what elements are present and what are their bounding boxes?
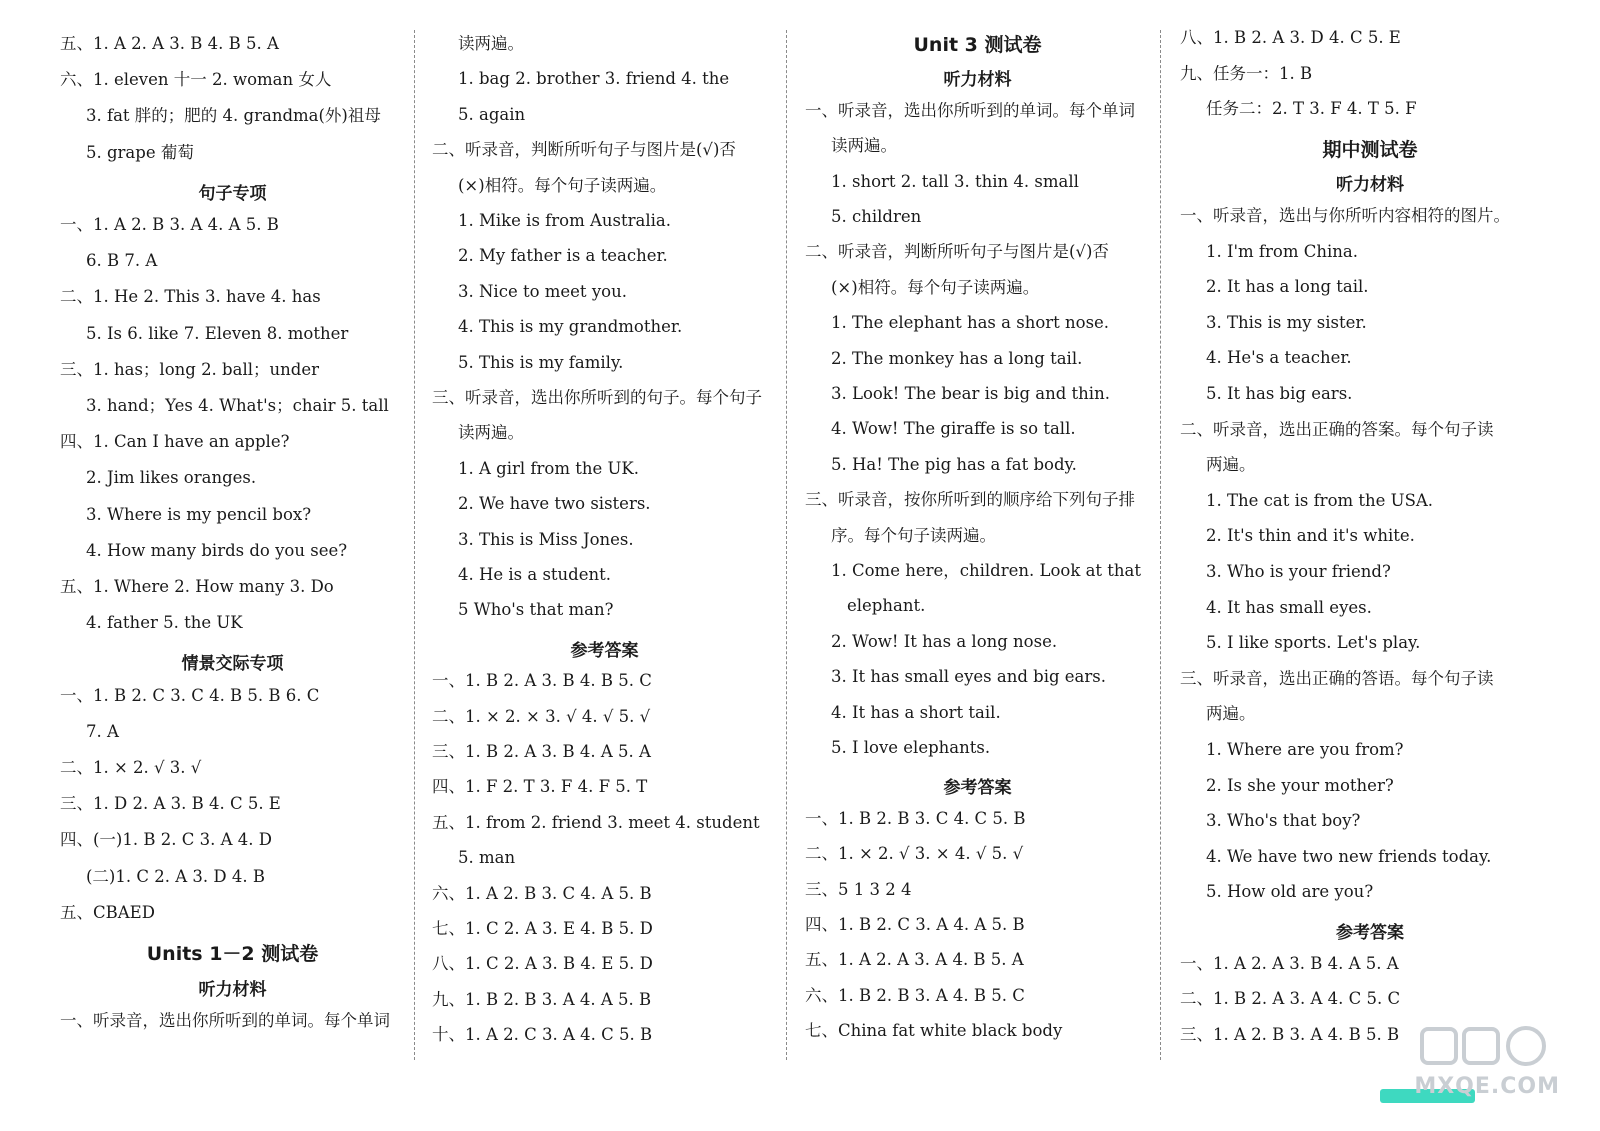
answer-line: 三、听录音，选出你所听到的句子。每个句子 xyxy=(432,388,762,407)
section-heading: 参考答案 xyxy=(943,778,1012,799)
answer-line: 4. We have two new friends today. xyxy=(1206,846,1492,866)
answer-line: 一、听录音，选出你所听到的单词。每个单词 xyxy=(805,100,1135,120)
answer-line: 二、1. B 2. A 3. A 4. C 5. C xyxy=(1180,989,1401,1009)
answer-line: (×)相符。每个句子读两遍。 xyxy=(831,277,1040,297)
answer-line: 二、听录音，选出正确的答案。每个句子读 xyxy=(1180,419,1494,439)
answer-line: 三、5 1 3 2 4 xyxy=(805,879,912,899)
column-1 xyxy=(60,24,405,1074)
section-heading: Unit 3 测试卷 xyxy=(913,34,1042,56)
answer-line: 读两遍。 xyxy=(458,34,524,53)
answer-line: 5. I like sports. Let's play. xyxy=(1206,633,1421,653)
answer-line: elephant. xyxy=(847,596,926,616)
column-3 xyxy=(805,24,1150,1074)
answer-line: 4. It has small eyes. xyxy=(1206,597,1372,617)
answer-line: 五、1. Where 2. How many 3. Do xyxy=(60,577,334,596)
answer-line: 三、听录音，选出正确的答语。每个句子读 xyxy=(1180,668,1494,688)
answer-line: 五、1. A 2. A 3. A 4. B 5. A xyxy=(805,950,1024,970)
answer-line: 三、1. has；long 2. ball；under xyxy=(60,359,319,379)
answer-line: 读两遍。 xyxy=(831,136,897,156)
answer-line: 3. This is my sister. xyxy=(1206,312,1367,332)
answer-line: 5. I love elephants. xyxy=(831,738,991,757)
section-heading: 听力材料 xyxy=(1336,175,1404,196)
answer-line: 序。每个句子读两遍。 xyxy=(831,525,996,545)
answer-line: 七、China fat white black body xyxy=(805,1021,1063,1041)
answer-line: 2. We have two sisters. xyxy=(458,494,651,514)
answer-line: 5. Is 6. like 7. Eleven 8. mother xyxy=(86,323,349,343)
answer-line: 5. How old are you? xyxy=(1206,882,1374,902)
answer-line: 1. The cat is from the USA. xyxy=(1206,490,1434,510)
answer-line: 二、听录音，判断所听句子与图片是(√)否 xyxy=(805,242,1109,262)
answer-line: 五、1. A 2. A 3. B 4. B 5. A xyxy=(60,34,279,53)
answer-line: 一、1. B 2. A 3. B 4. B 5. C xyxy=(432,671,652,691)
answer-line: 3. hand；Yes 4. What's；chair 5. tall xyxy=(86,396,389,415)
answer-line: 1. I'm from China. xyxy=(1206,241,1358,261)
section-heading: Units 1－2 测试卷 xyxy=(146,943,319,965)
watermark-text: MXQE.COM xyxy=(1414,1074,1560,1099)
answer-line: 三、1. A 2. B 3. A 4. B 5. B xyxy=(1180,1024,1400,1044)
answer-line: 4. He's a teacher. xyxy=(1206,348,1352,368)
answer-line: 2. My father is a teacher. xyxy=(458,246,668,266)
section-heading: 参考答案 xyxy=(570,640,639,661)
answer-line: 八、1. C 2. A 3. B 4. E 5. D xyxy=(432,954,653,974)
section-heading: 参考答案 xyxy=(1336,923,1404,943)
answer-line: (×)相符。每个句子读两遍。 xyxy=(458,175,667,195)
answer-line: 5. This is my family. xyxy=(458,352,624,372)
column-2 xyxy=(432,24,777,1074)
answer-line: 三、1. B 2. A 3. B 4. A 5. A xyxy=(432,742,651,761)
answer-line: 四、1. F 2. T 3. F 4. F 5. T xyxy=(432,777,648,797)
column-4 xyxy=(1180,24,1560,1074)
answer-line: 1. A girl from the UK. xyxy=(458,458,639,478)
answer-line: 7. A xyxy=(86,721,119,741)
answer-line: 两遍。 xyxy=(1206,455,1256,475)
answer-line: 三、1. D 2. A 3. B 4. C 5. E xyxy=(60,794,281,814)
answer-line: (二)1. C 2. A 3. D 4. B xyxy=(86,866,265,886)
answer-line: 1. Come here，children. Look at that xyxy=(831,561,1142,580)
answer-line: 读两遍。 xyxy=(458,423,524,443)
answer-line: 5. It has big ears. xyxy=(1206,384,1353,403)
section-heading: 听力材料 xyxy=(943,70,1012,91)
answer-line: 1. The elephant has a short nose. xyxy=(831,313,1110,333)
answer-line: 5. children xyxy=(831,207,922,226)
answer-line: 九、任务一：1. B xyxy=(1180,63,1313,83)
answer-line: 4. Wow! The giraffe is so tall. xyxy=(831,419,1076,439)
answer-line: 九、1. B 2. B 3. A 4. A 5. B xyxy=(432,989,652,1009)
answer-line: 4. It has a short tail. xyxy=(831,702,1001,722)
answer-line: 一、听录音，选出你所听到的单词。每个单词 xyxy=(60,1011,390,1031)
answer-line: 一、1. A 2. B 3. A 4. A 5. B xyxy=(60,215,279,234)
answer-line: 2. The monkey has a long tail. xyxy=(831,348,1083,368)
answer-line: 2. Jim likes oranges. xyxy=(86,468,257,488)
column-divider xyxy=(786,30,787,1060)
answer-line: 5. grape 葡萄 xyxy=(86,142,194,162)
answer-line: 四、(一)1. B 2. C 3. A 4. D xyxy=(60,830,272,850)
answer-line: 二、1. × 2. √ 3. × 4. √ 5. √ xyxy=(805,844,1024,864)
answer-line: 二、1. × 2. × 3. √ 4. √ 5. √ xyxy=(432,706,651,726)
answer-line: 3. Who's that boy? xyxy=(1206,811,1361,831)
answer-line: 5. Ha! The pig has a fat body. xyxy=(831,454,1077,474)
answer-line: 2. It has a long tail. xyxy=(1206,277,1369,297)
answer-line: 4. He is a student. xyxy=(458,565,612,584)
answer-line: 五、CBAED xyxy=(60,902,155,922)
section-heading: 期中测试卷 xyxy=(1322,138,1418,161)
answer-line: 3. Nice to meet you. xyxy=(458,281,627,301)
answer-line: 1. Mike is from Australia. xyxy=(458,211,671,230)
answer-line: 六、1. B 2. B 3. A 4. B 5. C xyxy=(805,985,1025,1005)
column-divider xyxy=(414,30,415,1060)
answer-line: 3. Where is my pencil box? xyxy=(86,504,312,524)
column-divider xyxy=(1160,30,1161,1060)
answer-line: 3. This is Miss Jones. xyxy=(458,529,634,549)
answer-line: 2. Is she your mother? xyxy=(1206,775,1394,795)
answer-line: 两遍。 xyxy=(1206,704,1256,724)
answer-line: 一、1. A 2. A 3. B 4. A 5. A xyxy=(1180,953,1399,973)
answer-line: 2. It's thin and it's white. xyxy=(1206,526,1415,546)
answer-line: 三、听录音，按你所听到的顺序给下列句子排 xyxy=(805,490,1135,510)
answer-line: 5. again xyxy=(458,104,526,124)
answer-line: 五、1. from 2. friend 3. meet 4. student xyxy=(432,812,760,832)
answer-line: 七、1. C 2. A 3. E 4. B 5. D xyxy=(432,919,653,938)
answer-line: 一、1. B 2. C 3. C 4. B 5. B 6. C xyxy=(60,685,320,705)
answer-line: 六、1. eleven 十一 2. woman 女人 xyxy=(60,70,332,90)
answer-line: 1. short 2. tall 3. thin 4. small xyxy=(831,171,1079,191)
answer-line: 八、1. B 2. A 3. D 4. C 5. E xyxy=(1180,28,1401,47)
answer-line: 2. Wow! It has a long nose. xyxy=(831,631,1058,651)
answer-line: 5 Who's that man? xyxy=(458,600,614,620)
answer-line: 四、1. Can I have an apple? xyxy=(60,432,290,452)
answer-line: 二、1. × 2. √ 3. √ xyxy=(60,758,202,777)
answer-line: 3. It has small eyes and big ears. xyxy=(831,667,1106,687)
section-heading: 句子专项 xyxy=(198,183,267,204)
answer-line: 六、1. A 2. B 3. C 4. A 5. B xyxy=(432,883,652,903)
answer-line: 1. bag 2. brother 3. friend 4. the xyxy=(458,69,730,89)
answer-line: 5. man xyxy=(458,848,516,868)
answer-line: 任务二：2. T 3. F 4. T 5. F xyxy=(1206,99,1417,119)
answer-line: 6. B 7. A xyxy=(86,251,158,271)
section-heading: 情景交际专项 xyxy=(181,654,284,675)
answer-line: 4. father 5. the UK xyxy=(86,613,243,633)
answer-line: 1. Where are you from? xyxy=(1206,740,1404,759)
answer-line: 四、1. B 2. C 3. A 4. A 5. B xyxy=(805,915,1025,934)
answer-line: 4. This is my grandmother. xyxy=(458,317,683,337)
answer-line: 二、听录音，判断所听句子与图片是(√)否 xyxy=(432,140,736,160)
answer-line: 3. Who is your friend? xyxy=(1206,562,1391,581)
answer-line: 一、1. B 2. B 3. C 4. C 5. B xyxy=(805,808,1026,828)
answer-line: 3. fat 胖的；肥的 4. grandma(外)祖母 xyxy=(86,106,381,126)
section-heading: 听力材料 xyxy=(198,980,267,1001)
answer-line: 4. How many birds do you see? xyxy=(86,540,348,560)
answer-line: 十、1. A 2. C 3. A 4. C 5. B xyxy=(432,1025,653,1045)
answer-line: 二、1. He 2. This 3. have 4. has xyxy=(60,287,321,307)
answer-line: 一、听录音，选出与你所听内容相符的图片。 xyxy=(1180,206,1510,225)
answer-line: 3. Look! The bear is big and thin. xyxy=(831,384,1110,403)
